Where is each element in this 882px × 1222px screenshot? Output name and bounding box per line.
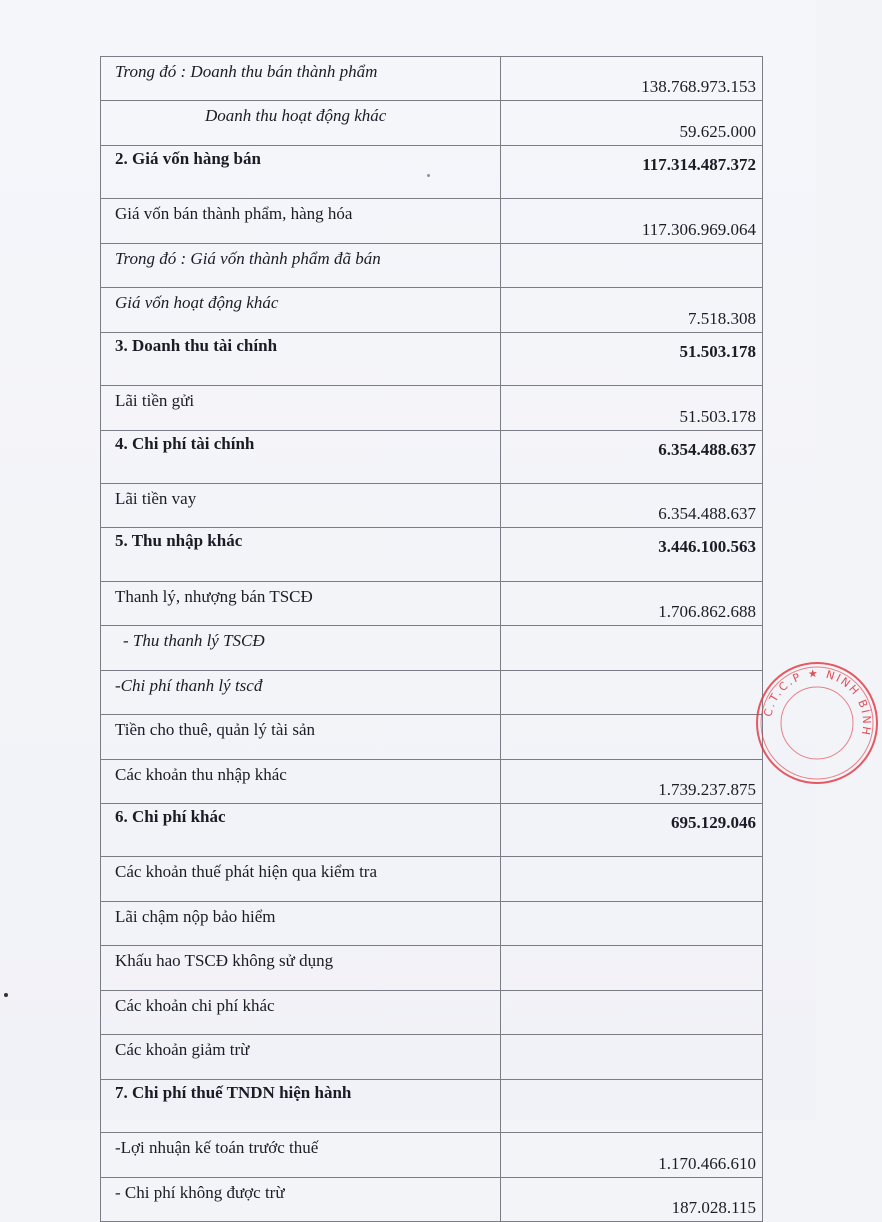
- row-value: [501, 626, 763, 670]
- row-value: 3.446.100.563: [501, 528, 763, 581]
- row-label: Lãi tiền gửi: [101, 386, 501, 430]
- row-value: 117.306.969.064: [501, 199, 763, 243]
- row-label: 2. Giá vốn hàng bán: [101, 145, 501, 198]
- table-row: [101, 626, 763, 670]
- table-row: [101, 759, 763, 803]
- row-label: Thanh lý, nhượng bán TSCĐ: [101, 581, 501, 625]
- row-label: Lãi tiền vay: [101, 483, 501, 527]
- table-row: [101, 483, 763, 527]
- stamp-text: C.T.C.P ★ NINH BÌNH: [761, 666, 874, 738]
- table-row: [101, 288, 763, 332]
- row-label: 4. Chi phí tài chính: [101, 430, 501, 483]
- row-value: [501, 946, 763, 990]
- row-value: 51.503.178: [501, 332, 763, 385]
- row-label: Trong đó : Giá vốn thành phẩm đã bán: [101, 243, 501, 287]
- row-label: 3. Doanh thu tài chính: [101, 332, 501, 385]
- row-value: [501, 1035, 763, 1079]
- row-label: Doanh thu hoạt động khác: [101, 101, 501, 145]
- table-row: [101, 946, 763, 990]
- paper-dot: [4, 993, 8, 997]
- row-value: 51.503.178: [501, 386, 763, 430]
- row-label: Các khoản thu nhập khác: [101, 759, 501, 803]
- table-row: [101, 1035, 763, 1079]
- row-value: [501, 243, 763, 287]
- row-label: 7. Chi phí thuế TNDN hiện hành: [101, 1079, 501, 1132]
- row-label: Giá vốn bán thành phẩm, hàng hóa: [101, 199, 501, 243]
- table-row: [101, 1177, 763, 1221]
- table-row: [101, 57, 763, 101]
- row-label: Khấu hao TSCĐ không sử dụng: [101, 946, 501, 990]
- table-row: [101, 670, 763, 714]
- table-row: [101, 990, 763, 1034]
- row-label: Các khoản chi phí khác: [101, 990, 501, 1034]
- row-value: [501, 990, 763, 1034]
- table-row: [101, 804, 763, 857]
- row-value: [501, 1079, 763, 1132]
- row-value: 7.518.308: [501, 288, 763, 332]
- row-label: Các khoản thuế phát hiện qua kiểm tra: [101, 857, 501, 901]
- table-row: [101, 101, 763, 145]
- table-row: [101, 145, 763, 198]
- table-row: [101, 243, 763, 287]
- row-value: 1.739.237.875: [501, 759, 763, 803]
- table-row: [101, 386, 763, 430]
- financial-table: [100, 56, 763, 1222]
- row-label: Tiền cho thuê, quản lý tài sản: [101, 715, 501, 759]
- row-value: 59.625.000: [501, 101, 763, 145]
- table-row: [101, 1079, 763, 1132]
- row-label: - Chi phí không được trừ: [101, 1177, 501, 1221]
- row-value: 6.354.488.637: [501, 430, 763, 483]
- row-label: -Lợi nhuận kế toán trước thuế: [101, 1133, 501, 1177]
- row-label: - Thu thanh lý TSCĐ: [101, 626, 501, 670]
- table-row: [101, 332, 763, 385]
- row-label: Các khoản giảm trừ: [101, 1035, 501, 1079]
- table-row: [101, 199, 763, 243]
- table-row: [101, 715, 763, 759]
- table-row: [101, 1133, 763, 1177]
- row-value: 695.129.046: [501, 804, 763, 857]
- table-row: [101, 857, 763, 901]
- row-value: 138.768.973.153: [501, 57, 763, 101]
- row-label: Giá vốn hoạt động khác: [101, 288, 501, 332]
- row-value: [501, 857, 763, 901]
- row-value: [501, 901, 763, 945]
- table-row: [101, 581, 763, 625]
- table-row: [101, 901, 763, 945]
- company-seal-stamp: [752, 658, 882, 788]
- row-value: 117.314.487.372: [501, 145, 763, 198]
- row-label: 6. Chi phí khác: [101, 804, 501, 857]
- row-label: -Chi phí thanh lý tscđ: [101, 670, 501, 714]
- row-label: Trong đó : Doanh thu bán thành phẩm: [101, 57, 501, 101]
- paper-speck: [427, 174, 430, 177]
- row-value: 1.706.862.688: [501, 581, 763, 625]
- table-row: [101, 430, 763, 483]
- row-value: [501, 670, 763, 714]
- table-row: [101, 528, 763, 581]
- row-value: 187.028.115: [501, 1177, 763, 1221]
- row-value: 6.354.488.637: [501, 483, 763, 527]
- row-label: Lãi chậm nộp bảo hiểm: [101, 901, 501, 945]
- row-value: [501, 715, 763, 759]
- row-value: 1.170.466.610: [501, 1133, 763, 1177]
- row-label: 5. Thu nhập khác: [101, 528, 501, 581]
